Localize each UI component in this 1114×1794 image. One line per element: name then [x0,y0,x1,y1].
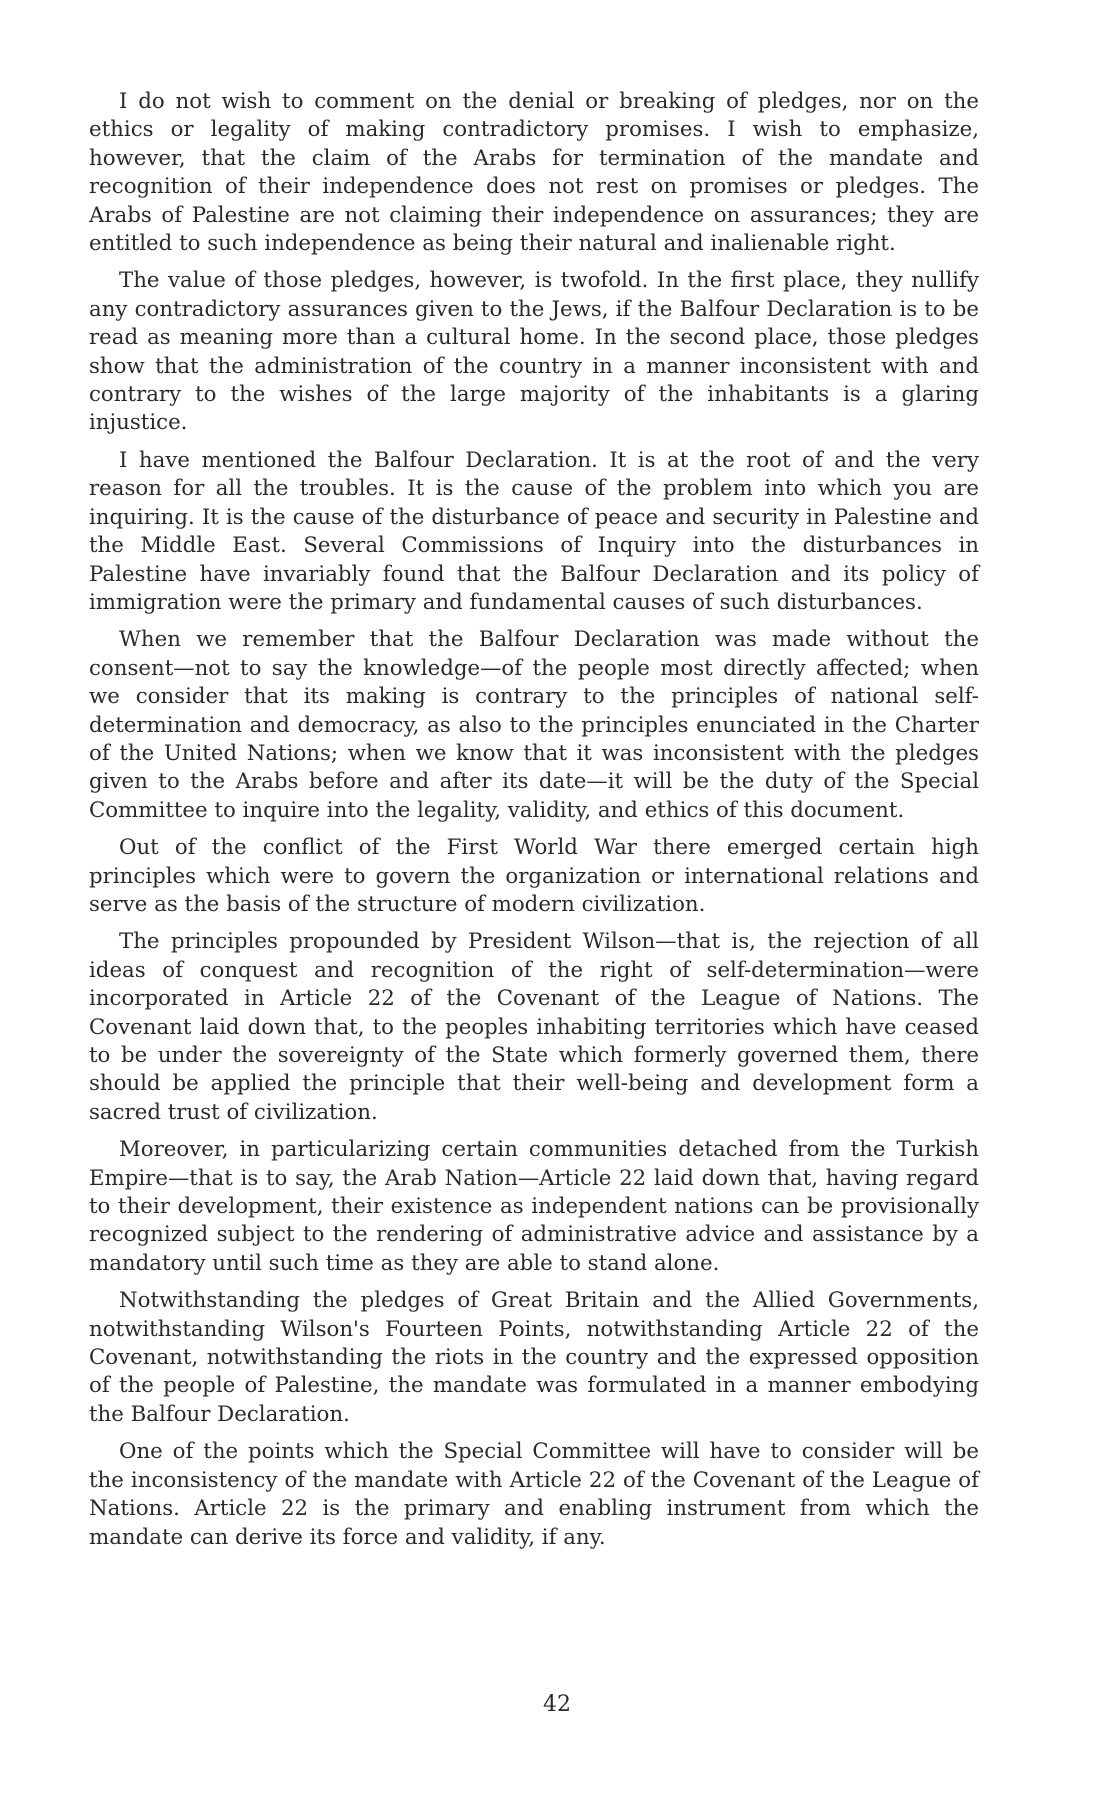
paragraph: I have mentioned the Balfour Declaration. It is at the root of and the very reason for all the troubles. It is the cause of the problem into which you are inquiring. It is the cause of the disturbance of peace and security in Palestine and the Middle East. Several Commissions of Inquiry into the disturbances in Palestine have invariably found that the Balfour Declaration and its policy of immigration were the primary and fundamental causes of such disturbances. [89,447,979,615]
paragraph: The principles propounded by President Wilson—that is, the rejection of all ideas of conquest and recognition of the right of self-determination—were incorporated in Article 22 of the Covenant of the League of Nations. The Covenant laid down that, to the peoples inhabiting territories which have ceased to be under the sovereignty of the State which formerly governed them, there should be applied the principle that their well-being and development form a sacred trust of civilization. [89,929,979,1125]
paragraph: Out of the conflict of the First World War there emerged certain high principles which were to govern the organization or international relations and serve as the basis of the structure of modern civilization. [89,835,979,917]
paragraph: One of the points which the Special Committee will have to consider will be the inconsistency of the mandate with Article 22 of the Covenant of the League of Nations. Article 22 is the primary and enabling instrument from which the mandate can derive its force and validity, if any. [89,1439,979,1550]
paragraph: When we remember that the Balfour Declaration was made without the consent—not to say the knowledge—of the people most directly affected; when we consider that its making is contrary to the principles of national self-determination and democracy, as also to the principles enunciated in the Charter of the United Nations; when we know that it was inconsistent with the pledges given to the Arabs before and after its date—it will be the duty of the Special Committee to inquire into the legality, validity, and ethics of this document. [89,627,979,823]
paragraph: I do not wish to comment on the denial or breaking of pledges, nor on the ethics or legality of making contradictory promises. I wish to emphasize, however, that the claim of the Arabs for termination of the mandate and recognition of their independence does not rest on promises or pledges. The Arabs of Palestine are not claiming their independence on assurances; they are entitled to such independence as being their natural and inalienable right. [89,89,979,257]
paragraph: The value of those pledges, however, is twofold. In the first place, they nullify any contradictory assurances given to the Jews, if the Balfour Declaration is to be read as meaning more than a cultural home. In the second place, those pledges show that the administration of the country in a manner inconsistent with and contrary to the wishes of the large majority of the inhabitants is a glaring injustice. [89,268,979,436]
paragraph: Moreover, in particularizing certain communities detached from the Turkish Empire—that is to say, the Arab Nation—Article 22 laid down that, having regard to their development, their existence as independent nations can be provisionally recognized subject to the rendering of administrative advice and assistance by a mandatory until such time as they are able to stand alone. [89,1137,979,1276]
paragraph: Notwithstanding the pledges of Great Britain and the Allied Governments, notwithstanding Wilson's Fourteen Points, notwithstanding Article 22 of the Covenant, notwithstanding the riots in the country and the expressed opposition of the people of Palestine, the mandate was formulated in a manner embodying the Balfour Declaration. [89,1288,979,1427]
page-body [89,88,979,1561]
page-number: 42 [543,1692,571,1717]
